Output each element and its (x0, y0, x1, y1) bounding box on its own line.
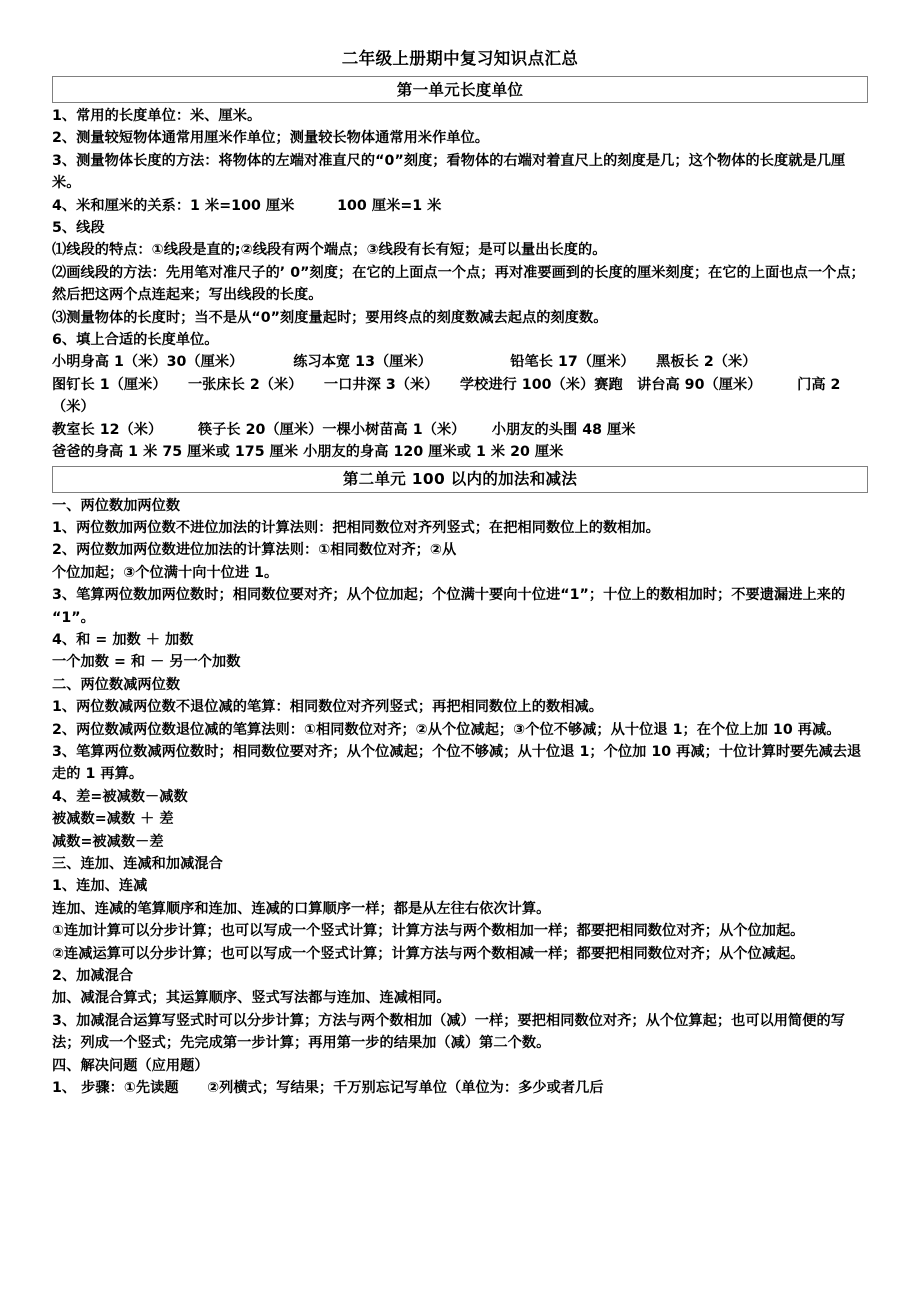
content-line: 一个加数 = 和 － 另一个加数 (52, 654, 241, 671)
content-line: ⑶测量物体的长度时；当不是从“0”刻度量起时；要用终点的刻度数减去起点的刻度数。 (52, 309, 608, 326)
content-line: 4、米和厘米的关系：1 米=100 厘米 100 厘米=1 米 (52, 197, 442, 214)
content-line: 图钉长 1（厘米） 一张床长 2（米） 一口井深 3（米） 学校进行 100（米）赛跑 讲台高 90（厘米） 门高 2（米） (52, 376, 841, 416)
content-line: 1、两位数加两位数不进位加法的计算法则：把相同数位对齐列竖式；在把相同数位上的数相加。 (52, 519, 660, 536)
content-line: 一、两位数加两位数 (52, 497, 181, 514)
unit-header-box-2 (52, 466, 868, 493)
unit-header-title-2: 第二单元 100 以内的加法和减法 (342, 470, 578, 488)
content-line: 爸爸的身高 1 米 75 厘米或 175 厘米 小朋友的身高 120 厘米或 1 米 20 厘米 (52, 444, 564, 461)
content-line: 4、差=被减数－减数 (52, 788, 188, 805)
content-line: 2、测量较短物体通常用厘米作单位；测量较长物体通常用米作单位。 (52, 130, 490, 147)
content-line: 4、和 = 加数 ＋ 加数 (52, 631, 194, 648)
content-line: 2、加减混合 (52, 968, 134, 985)
content-line: 连加、连减的笔算顺序和连加、连减的口算顺序一样；都是从左往右依次计算。 (52, 900, 551, 917)
unit-header-title-1: 第一单元长度单位 (396, 80, 524, 99)
unit-body-1 (52, 105, 868, 464)
unit-header-box-1 (52, 76, 868, 103)
content-line: 个位加起；③个位满十向十位进 1。 (52, 564, 279, 581)
content-line: 三、连加、连减和加减混合 (52, 856, 223, 872)
content-line: 1、两位数减两位数不退位减的笔算：相同数位对齐列竖式；再把相同数位上的数相减。 (52, 699, 603, 716)
content-line: 3、测量物体长度的方法：将物体的左端对准直尺的“0”刻度；看物体的右端对着直尺上的刻度是几；这个物体的长度就是几厘米。 (52, 152, 846, 192)
content-line: 3、加减混合运算写竖式时可以分步计算；方法与两个数相加（减）一样；要把相同数位对齐；从个位算起；也可以用简便的写法；列成一个竖式；先完成第一步计算；再用第一步的结果加（减）第二个数。 (52, 1012, 845, 1052)
content-line: ①连加计算可以分步计算；也可以写成一个竖式计算；计算方法与两个数相加一样；都要把相同数位对齐；从个位加起。 (52, 923, 805, 940)
content-line: 小明身高 1（米）30（厘米） 练习本宽 13（厘米） 铅笔长 17（厘米） 黑板长 2（米） (52, 354, 757, 371)
content-line: 减数=被减数－差 (52, 833, 164, 850)
content-line: 加、减混合算式；其运算顺序、竖式写法都与连加、连减相同。 (52, 990, 451, 1007)
content-line: 教室长 12（米） 筷子长 20（厘米）一棵小树苗高 1（米） 小朋友的头围 48 厘米 (52, 421, 636, 438)
content-line: 1、常用的长度单位：米、厘米。 (52, 108, 262, 124)
content-line: 5、线段 (52, 220, 105, 237)
content-line: 四、解决问题（应用题） (52, 1057, 209, 1074)
content-line: 2、两位数加两位数进位加法的计算法则：①相同数位对齐；②从 (52, 542, 457, 559)
content-line: 3、笔算两位数加两位数时；相同数位要对齐；从个位加起；个位满十要向十位进“1”；十位上的数相加时；不要遗漏进上来的“1”。 (52, 587, 846, 626)
content-line: ⑵画线段的方法：先用笔对准尺子的’ 0”刻度；在它的上面点一个点；再对准要画到的长度的厘米刻度；在它的上面也点一个点；然后把这两个点连起来；写出线段的长度。 (52, 264, 865, 304)
content-line: ⑴线段的特点：①线段是直的;②线段有两个端点；③线段有长有短；是可以量出长度的。 (52, 242, 607, 259)
content-line: 3、笔算两位数减两位数时；相同数位要对齐；从个位减起；个位不够减；从十位退 1；个位加 10 再减；十位计算时要先减去退走的 1 再算。 (52, 743, 862, 783)
content-line: 6、填上合适的长度单位。 (52, 332, 219, 349)
unit-body-2 (52, 495, 868, 1100)
page-title: 二年级上册期中复习知识点汇总 (341, 49, 579, 68)
content-line: 1、 步骤：①先读题 ②列横式；写结果；千万别忘记写单位（单位为：多少或者几后 (52, 1080, 604, 1097)
content-line: ②连减运算可以分步计算；也可以写成一个竖式计算；计算方法与两个数相减一样；都要把相同数位对齐；从个位减起。 (52, 945, 805, 962)
content-line: 1、连加、连减 (52, 878, 148, 895)
content-line: 2、两位数减两位数退位减的笔算法则：①相同数位对齐；②从个位减起；③个位不够减；从十位退 1；在个位上加 10 再减。 (52, 721, 841, 738)
content-line: 被减数=减数 ＋ 差 (52, 811, 174, 828)
content-line: 二、两位数减两位数 (52, 676, 181, 693)
